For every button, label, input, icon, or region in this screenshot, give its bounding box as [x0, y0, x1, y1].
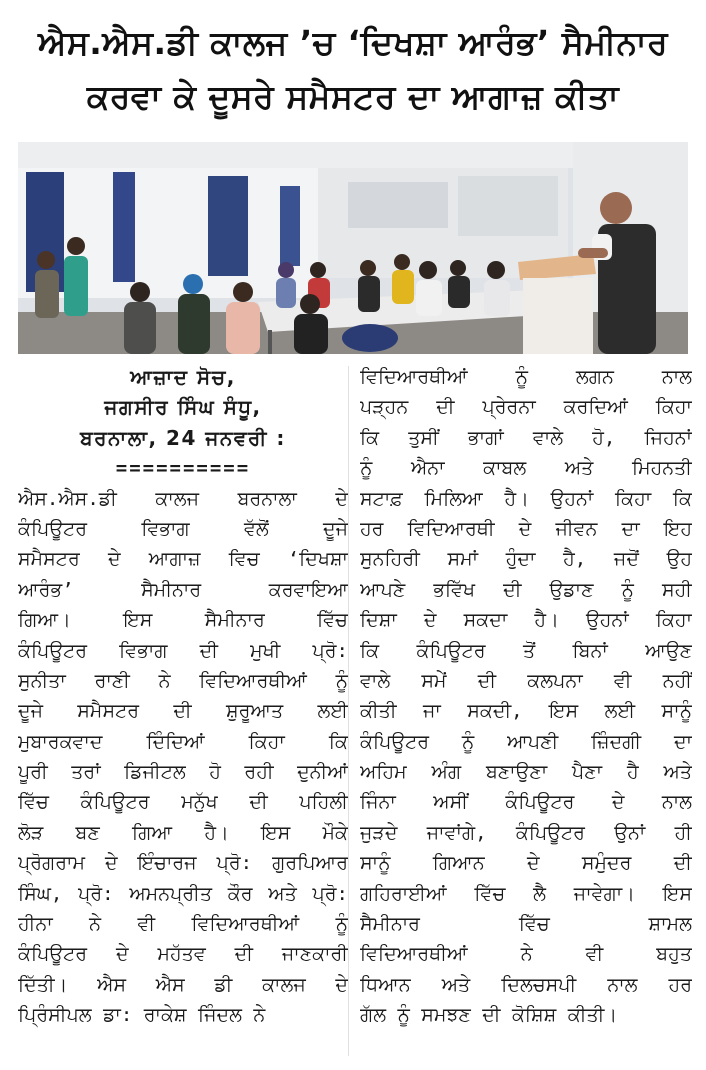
headline-line-1: ਐਸ.ਐਸ.ਡੀ ਕਾਲਜ ’ਚ ‘ਦਿਖਸ਼ਾ ਆਰੰਭ’ ਸੈਮੀਨਾਰ: [37, 23, 669, 62]
right-line: ਕੀਤੀ ਜਾ ਸਕਦੀ, ਇਸ ਲਈ ਸਾਨੂੰ: [360, 700, 692, 723]
right-line: ਸਾਨੂੰ ਗਿਆਨ ਦੇ ਸਮੁੰਦਰ ਦੀ: [360, 852, 692, 875]
left-line: ਪ੍ਰਿੰਸੀਪਲ ਡਾ: ਰਾਕੇਸ਼ ਜਿੰਦਲ ਨੇ: [18, 1004, 266, 1027]
left-line: ਆਰੰਭ’ ਸੈਮੀਨਾਰ ਕਰਵਾਇਆ: [18, 578, 348, 601]
left-line: ਕੰਪਿਊਟਰ ਵਿਭਾਗ ਵੱਲੋਂ ਦੂਜੇ: [18, 517, 348, 540]
right-line: ਸੁਨਹਿਰੀ ਸਮਾਂ ਹੁੰਦਾ ਹੈ, ਜਦੋਂ ਉਹ: [360, 548, 692, 571]
right-line: ਨੂੰ ਐਨਾ ਕਾਬਲ ਅਤੇ ਮਿਹਨਤੀ: [360, 457, 692, 480]
right-column: [360, 362, 692, 1031]
left-line: ਹੀਨਾ ਨੇ ਵੀ ਵਿਦਿਆਰਥੀਆਂ ਨੂੰ: [18, 913, 348, 936]
right-line: ਜੁੜਦੇ ਜਾਵਾਂਗੇ, ਕੰਪਿਊਟਰ ਉਨਾਂ ਹੀ: [360, 821, 692, 844]
headline-line-2: ਕਰਵਾ ਕੇ ਦੂਸਰੇ ਸਮੈਸਟਰ ਦਾ ਆਗਾਜ਼ ਕੀਤਾ: [86, 77, 620, 116]
right-line: ਦਿਸ਼ਾ ਦੇ ਸਕਦਾ ਹੈ। ਉਹਨਾਂ ਕਿਹਾ: [360, 609, 692, 632]
left-line: ਸੁਨੀਤਾ ਰਾਣੀ ਨੇ ਵਿਦਿਆਰਥੀਆਂ ਨੂੰ: [18, 669, 348, 692]
byline-separator: ==========: [115, 457, 251, 480]
left-line: ਪੂਰੀ ਤਰਾਂ ਡਿਜੀਟਲ ਹੋ ਰਹੀ ਦੁਨੀਆਂ: [18, 761, 348, 784]
byline-dateline: ਬਰਨਾਲਾ, 24 ਜਨਵਰੀ :: [80, 425, 286, 450]
right-line: ਜਿੰਨਾ ਅਸੀਂ ਕੰਪਿਊਟਰ ਦੇ ਨਾਲ: [360, 791, 692, 814]
column-divider: [348, 366, 349, 1056]
right-line: ਵਿਦਿਆਰਥੀਆਂ ਨੇ ਵੀ ਬਹੁਤ: [360, 943, 692, 966]
left-line: ਵਿੱਚ ਕੰਪਿਊਟਰ ਮਨੁੱਖ ਦੀ ਪਹਿਲੀ: [18, 791, 348, 814]
right-line: ਹਰ ਵਿਦਿਆਰਥੀ ਦੇ ਜੀਵਨ ਦਾ ਇਹ: [360, 517, 692, 540]
left-line: ਸਮੈਸਟਰ ਦੇ ਆਗਾਜ਼ ਵਿਚ ‘ਦਿਖਸ਼ਾ: [18, 548, 348, 571]
right-line: ਪੜ੍ਹਨ ਦੀ ਪ੍ਰੇਰਨਾ ਕਰਦਿਆਂ ਕਿਹਾ: [360, 396, 692, 419]
right-line: ਗਹਿਰਾਈਆਂ ਵਿੱਚ ਲੈ ਜਾਵੇਗਾ। ਇਸ: [360, 882, 692, 905]
left-line: ਦੂਜੇ ਸਮੈਸਟਰ ਦੀ ਸ਼ੁਰੂਆਤ ਲਈ: [18, 700, 348, 723]
left-column: [18, 362, 348, 1031]
left-line: ਸਿੰਘ, ਪ੍ਰੋ: ਅਮਨਪ੍ਰੀਤ ਕੌਰ ਅਤੇ ਪ੍ਰੋ:: [18, 882, 348, 905]
right-line: ਸਟਾਫ਼ ਮਿਲਿਆ ਹੈ। ਉਹਨਾਂ ਕਿਹਾ ਕਿ: [360, 487, 692, 510]
byline-author: ਜਗਸੀਰ ਸਿੰਘ ਸੰਧੂ,: [104, 395, 262, 420]
left-line: ਲੋੜ ਬਣ ਗਿਆ ਹੈ। ਇਸ ਮੌਕੇ: [18, 821, 348, 844]
left-line: ਗਿਆ। ਇਸ ਸੈਮੀਨਾਰ ਵਿੱਚ: [18, 609, 348, 632]
right-line: ਕਿ ਤੁਸੀਂ ਭਾਗਾਂ ਵਾਲੇ ਹੋ, ਜਿਹਨਾਂ: [360, 426, 692, 449]
right-line: ਧਿਆਨ ਅਤੇ ਦਿਲਚਸਪੀ ਨਾਲ ਹਰ: [360, 973, 692, 996]
left-line: ਐਸ.ਐਸ.ਡੀ ਕਾਲਜ ਬਰਨਾਲਾ ਦੇ: [18, 487, 348, 510]
right-line: ਵਿਦਿਆਰਥੀਆਂ ਨੂੰ ਲਗਨ ਨਾਲ: [360, 366, 692, 388]
left-line: ਦਿੱਤੀ। ਐਸ ਐਸ ਡੀ ਕਾਲਜ ਦੇ: [18, 973, 348, 996]
left-line: ਕੰਪਿਊਟਰ ਦੇ ਮਹੱਤਵ ਦੀ ਜਾਣਕਾਰੀ: [18, 943, 348, 966]
right-line: ਗੱਲ ਨੂੰ ਸਮਝਣ ਦੀ ਕੋਸ਼ਿਸ਼ ਕੀਤੀ।: [360, 1004, 618, 1027]
byline-source: ਆਜ਼ਾਦ ਸੋਚ,: [130, 365, 236, 389]
right-line: ਕਿ ਕੰਪਿਊਟਰ ਤੋਂ ਬਿਨਾਂ ਆਉਣ: [360, 639, 692, 662]
left-line: ਕੰਪਿਊਟਰ ਵਿਭਾਗ ਦੀ ਮੁਖੀ ਪ੍ਰੋ:: [18, 639, 348, 662]
right-line: ਆਪਣੇ ਭਵਿੱਖ ਦੀ ਉਡਾਣ ਨੂੰ ਸਹੀ: [360, 578, 692, 601]
right-line: ਅਹਿਮ ਅੰਗ ਬਣਾਉਣਾ ਪੈਣਾ ਹੈ ਅਤੇ: [360, 761, 692, 784]
left-line: ਮੁਬਾਰਕਵਾਦ ਦਿੰਦਿਆਂ ਕਿਹਾ ਕਿ: [18, 730, 348, 753]
right-line: ਵਾਲੇ ਸਮੇਂ ਦੀ ਕਲਪਨਾ ਵੀ ਨਹੀਂ: [360, 669, 692, 692]
left-line: ਪ੍ਰੋਗਰਾਮ ਦੇ ਇੰਚਾਰਜ ਪ੍ਰੋ: ਗੁਰਪਿਆਰ: [18, 852, 348, 875]
right-line: ਕੰਪਿਊਟਰ ਨੂੰ ਆਪਣੀ ਜ਼ਿੰਦਗੀ ਦਾ: [360, 730, 692, 753]
right-line: ਸੈਮੀਨਾਰ ਵਿੱਚ ਸ਼ਾਮਲ: [360, 913, 692, 936]
seminar-photo-illustration: [18, 142, 688, 354]
seminar-photo: [18, 142, 688, 354]
